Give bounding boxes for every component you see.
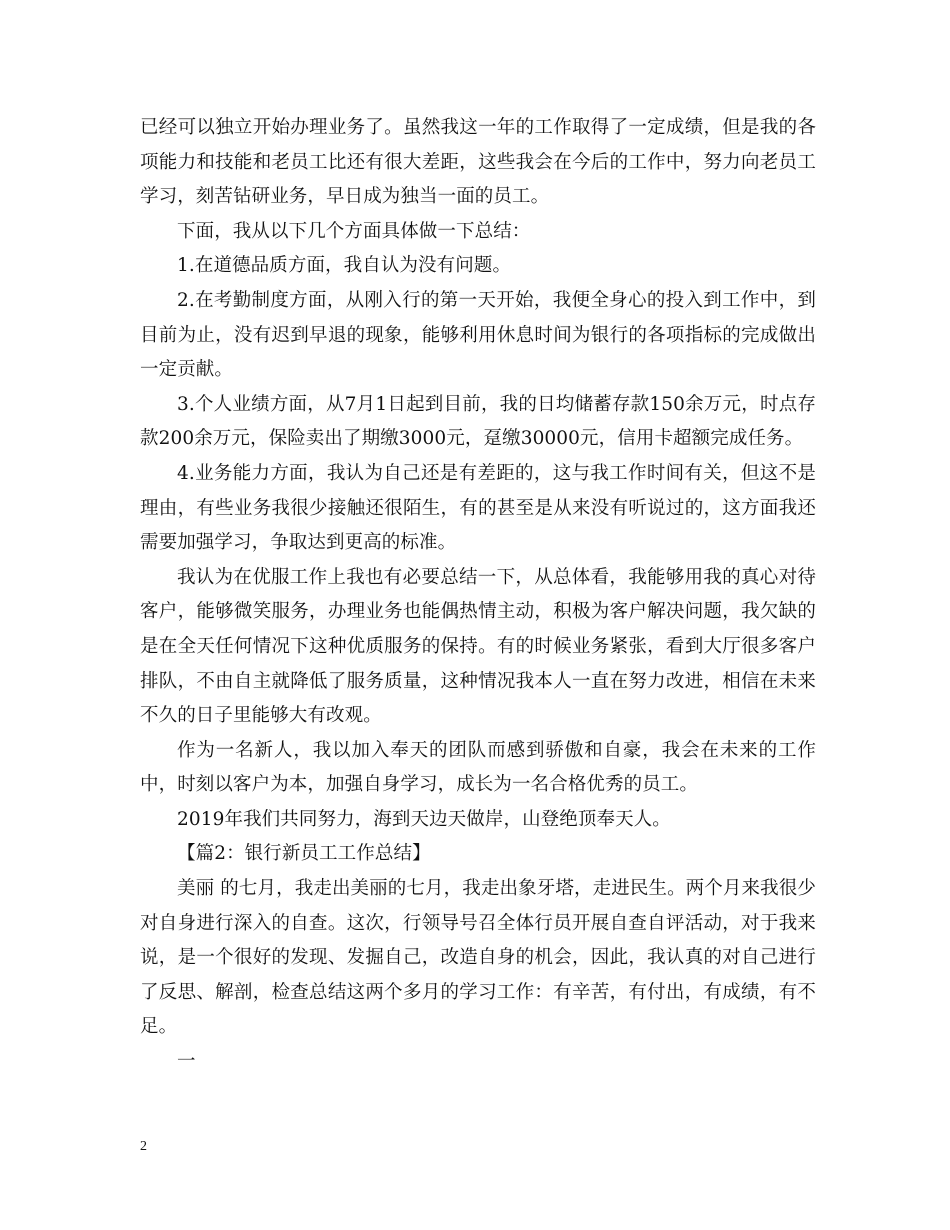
page-number: 2: [140, 1139, 147, 1154]
paragraph: 已经可以独立开始办理业务了。虽然我这一年的工作取得了一定成绩，但是我的各项能力和技能和老员工比还有很大差距，这些我会在今后的工作中，努力向老员工学习，刻苦钻研业务，早日成为独当一面的员工。: [140, 117, 816, 208]
paragraph: 我认为在优服工作上我也有必要总结一下，从总体看，我能够用我的真心对待客户，能够微笑服务，办理业务也能偶热情主动，积极为客户解决问题，我欠缺的是在全天任何情况下这种优质服务的保持。有的时候业务紧张，看到大厅很多客户排队，不由自主就降低了服务质量，这种情况我本人一直在努力改进，相信在未来不久的日子里能够大有改观。: [140, 566, 816, 727]
paragraph: 下面，我从以下几个方面具体做一下总结：: [177, 220, 531, 242]
paragraph: 一: [177, 1051, 196, 1073]
section-heading: 【篇2：银行新员工工作总结】: [177, 843, 431, 865]
paragraph: 3.个人业绩方面，从7月1日起到目前，我的日均储蓄存款150余万元，时点存款200余万元，保险卖出了期缴3000元，趸缴30000元，信用卡超额完成任务。: [140, 393, 816, 450]
paragraph: 2019年我们共同努力，海到天边天做岸，山登绝顶奉天人。: [177, 808, 671, 830]
paragraph: 美丽 的七月，我走出美丽的七月，我走出象牙塔，走进民生。两个月来我很少对自身进行深入的自查。这次，行领导号召全体行员开展自查自评活动，对于我来说，是一个很好的发现、发掘自己，改造自身的机会，因此，我认真的对自己进行了反思、解剖，检查总结这两个多月的学习工作：有辛苦，有付出，有成绩，有不足。: [140, 878, 816, 1038]
paragraph: 4.业务能力方面，我认为自己还是有差距的，这与我工作时间有关，但这不是理由，有些业务我很少接触还很陌生，有的甚至是从来没有听说过的，这方面我还需要加强学习，争取达到更高的标准。: [140, 462, 816, 554]
paragraph: 作为一名新人，我以加入奉天的团队而感到骄傲和自豪，我会在未来的工作中，时刻以客户为本，加强自身学习，成长为一名合格优秀的员工。: [140, 739, 816, 796]
paragraph: 2.在考勤制度方面，从刚入行的第一天开始，我便全身心的投入到工作中，到目前为止，没有迟到早退的现象，能够利用休息时间为银行的各项指标的完成做出一定贡献。: [140, 289, 816, 381]
document-body: [140, 111, 816, 1080]
paragraph: 1.在道德品质方面，我自认为没有问题。: [177, 255, 512, 277]
